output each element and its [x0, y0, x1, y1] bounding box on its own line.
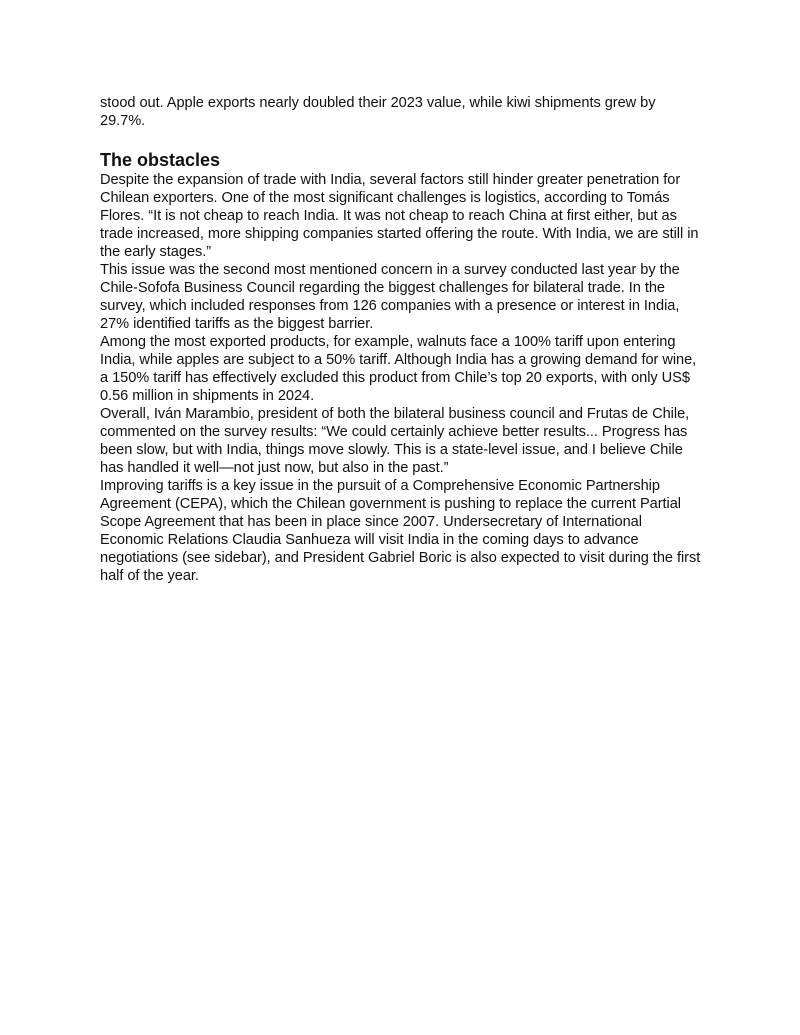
paragraph-marambio-quote: Overall, Iván Marambio, president of both the bilateral business council and Frutas de Chile, commented on the survey results: “We could certainly achieve better results... Progress has been slow, but with India, things move slowly. This is a state-level issue, and I believe Chile has handled it well—not just now, but also in the past.”: [100, 406, 690, 476]
paragraph-tariffs: Among the most exported products, for example, walnuts face a 100% tariff upon entering India, while apples are subject to a 50% tariff. Although India has a growing demand for wine, a 150% tariff has effectively excluded this product from Chile’s top 20 exports, with only US$ 0.56 million in shipments in 2024.: [100, 334, 697, 404]
section-heading: The obstacles: [100, 150, 221, 170]
paragraph-survey: This issue was the second most mentioned concern in a survey conducted last year by the Chile-Sofofa Business Council regarding the biggest challenges for bilateral trade. In the survey, which included responses from 126 companies with a presence or interest in India, 27% identified tariffs as the biggest barrier.: [100, 262, 680, 332]
paragraph-logistics: Despite the expansion of trade with India, several factors still hinder greater penetration for Chilean exporters. One of the most significant challenges is logistics, according to Tomás Flores. “It is not cheap to reach India. It was not cheap to reach China at first either, but as trade increased, more shipping companies started offering the route. With India, we are still in the early stages.”: [100, 172, 699, 260]
intro-paragraph: stood out. Apple exports nearly doubled their 2023 value, while kiwi shipments grew by 29.7%.: [100, 95, 656, 129]
paragraph-cepa: Improving tariffs is a key issue in the pursuit of a Comprehensive Economic Partnership Agreement (CEPA), which the Chilean government is pushing to replace the current Partial Scope Agreement that has been in place since 2007. Undersecretary of International Economic Relations Claudia Sanhueza will visit India in the coming days to advance negotiations (see sidebar), and President Gabriel Boric is also expected to visit during the first half of the year.: [100, 478, 701, 584]
document-page: [100, 94, 704, 585]
